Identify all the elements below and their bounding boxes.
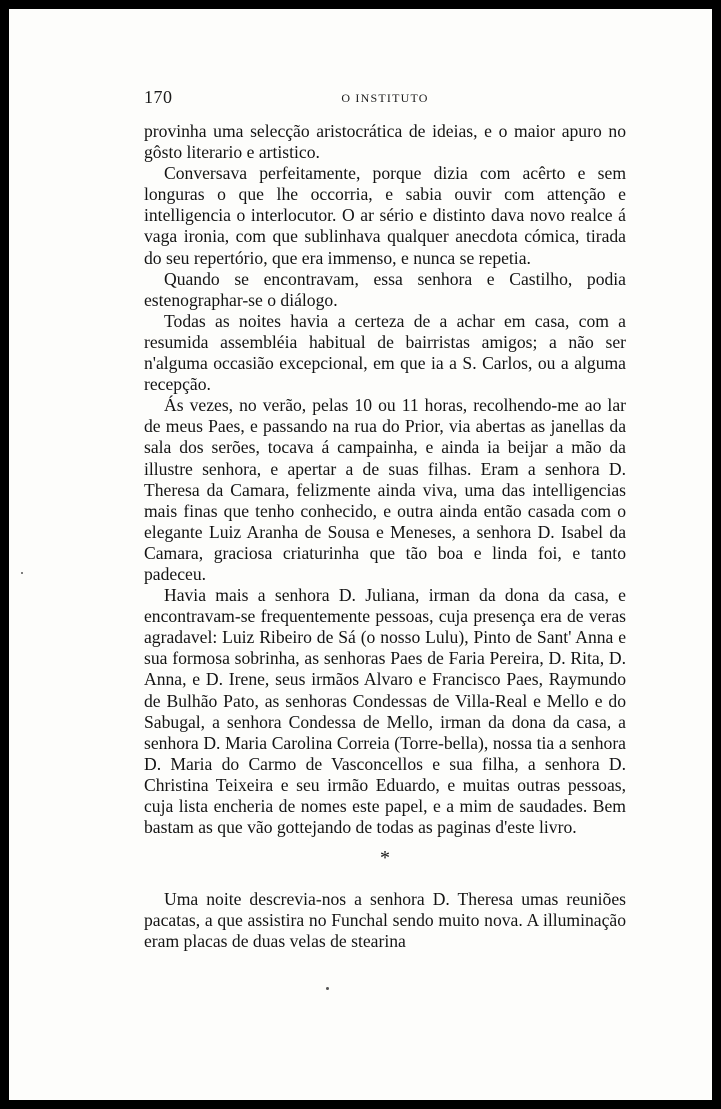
body-text-continued [144,889,626,952]
paragraph: Todas as noites havia a certeza de a achar em casa, com a resumida assembléia habitual de bairristas amigos; a não ser n'alguma occasião excepcional, em que ia a S. Carlos, ou a alguma recepção. [144,310,626,395]
print-speck [21,572,23,574]
page-number: 170 [144,87,173,107]
section-separator: * [380,847,390,869]
paragraph: Quando se encontravam, essa senhora e Castilho, podia estenographar-se o diálogo. [144,268,626,310]
paragraph: Ás vezes, no verão, pelas 10 ou 11 horas, recolhendo-me ao lar de meus Paes, e passando na rua do Prior, via abertas as janellas da sala dos serões, tocava á campainha, e ainda ia beijar a mão da illustre senhora, e apertar a de suas filhas. Eram a senhora D. Theresa da Camara, felizmente ainda viva, uma das intelligencias mais finas que tenho conhecido, e outra ainda então casada com o elegante Luiz Aranha de Sousa e Meneses, a senhora D. Isabel da Camara, graciosa criaturinha que tão boa e linda foi, e tanto padeceu. [144,395,626,584]
paragraph: Havia mais a senhora D. Juliana, irman da dona da casa, e encontravam-se frequentemente pessoas, cuja presença era de veras agradavel: Luiz Ribeiro de Sá (o nosso Lulu), Pinto de Sant' Anna e sua formosa sobrinha, as senhoras Paes de Faria Pereira, D. Rita, D. Anna, e D. Irene, seus irmãos Alvaro e Francisco Paes, Raymundo de Bulhão Pato, as senhoras Condessas de Villa-Real e Mello e do Sabugal, a senhora Condessa de Mello, irman da dona da casa, a senhora D. Maria Carolina Correia (Torre-bella), nossa tia a senhora D. Maria do Carmo de Vasconcellos e sua filha, a senhora D. Christina Teixeira e seu irmão Eduardo, e muitas outras pessoas, cuja lista encheria de nomes este papel, e a mim de saudades. Bem bastam as que vão gottejando de todas as paginas d'este livro. [144,585,626,838]
paragraph: Uma noite descrevia-nos a senhora D. Theresa umas reuniões pacatas, a que assistira no Funchal sendo muito nova. A illuminação eram placas de duas velas de stearina [144,889,626,952]
paragraph: Conversava perfeitamente, porque dizia com acêrto e sem longuras o que lhe occorria, e sabia ouvir com attenção e intelligencia o interlocutor. O ar sério e distinto dava novo realce á vaga ironia, com que sublinhava qualquer anecdota cómica, tirada do seu repertório, que era immenso, e nunca se repetia. [144,163,626,268]
print-speck [326,987,329,990]
running-title: O INSTITUTO [341,91,429,105]
page-header [144,85,626,109]
paragraph: provinha uma selecção aristocrática de ideias, e o maior apuro no gôsto literario e artistico. [144,121,626,163]
body-text [144,121,626,838]
